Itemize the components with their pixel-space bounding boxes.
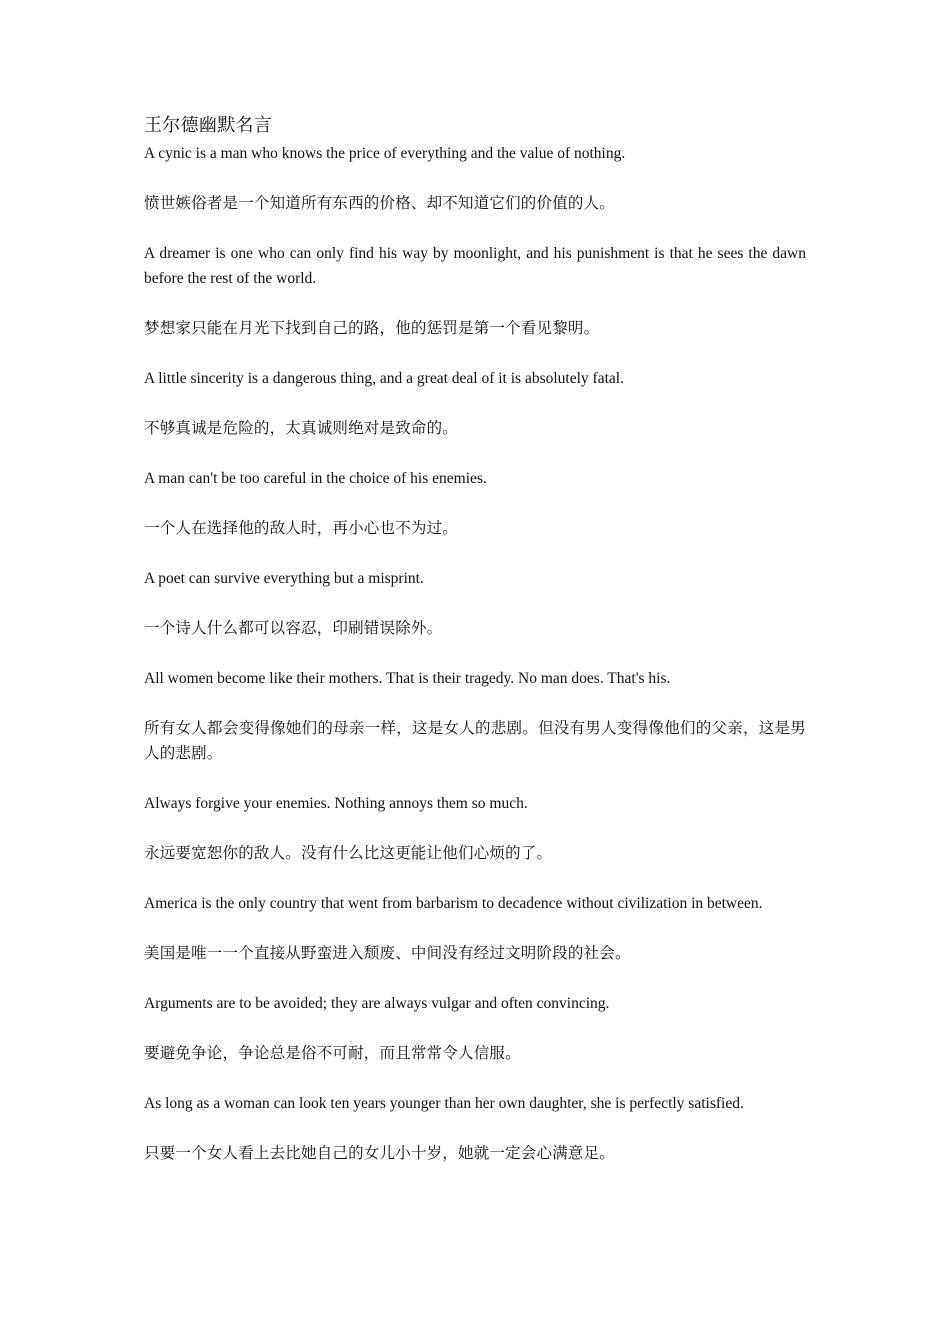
quote-zh-5: 一个诗人什么都可以容忍，印刷错误除外。	[144, 619, 443, 637]
quote-en-3: A little sincerity is a dangerous thing, and a great deal of it is absolutely fatal.	[144, 370, 624, 387]
quote-zh-4: 一个人在选择他的敌人时，再小心也不为过。	[144, 519, 459, 537]
document-title: 王尔德幽默名言	[144, 115, 273, 136]
quote-en-1: A cynic is a man who knows the price of everything and the value of nothing.	[144, 145, 626, 162]
quote-zh-10: 只要一个女人看上去比她自己的女儿小十岁，她就一定会心满意足。	[144, 1144, 616, 1162]
quote-zh-8: 美国是唯一一个直接从野蛮进入颓废、中间没有经过文明阶段的社会。	[144, 944, 631, 962]
quote-zh-7: 永远要宽恕你的敌人。没有什么比这更能让他们心烦的了。	[144, 844, 553, 862]
quote-zh-6: 所有女人都会变得像她们的母亲一样，这是女人的悲剧。但没有男人变得像他们的父亲，这是男人的悲剧。	[144, 719, 806, 762]
quote-en-4: A man can't be too careful in the choice of his enemies.	[144, 470, 487, 487]
quote-en-8: America is the only country that went from barbarism to decadence without civilization in between.	[144, 895, 763, 912]
quote-zh-3: 不够真诚是危险的，太真诚则绝对是致命的。	[144, 419, 459, 437]
quote-en-5: A poet can survive everything but a misprint.	[144, 570, 424, 587]
quote-en-2: A dreamer is one who can only find his way by moonlight, and his punishment is that he sees the dawn before the rest of the world.	[144, 245, 806, 287]
quote-zh-2: 梦想家只能在月光下找到自己的路，他的惩罚是第一个看见黎明。	[144, 319, 600, 337]
quote-en-6: All women become like their mothers. That is their tragedy. No man does. That's his.	[144, 670, 671, 687]
quote-zh-9: 要避免争论，争论总是俗不可耐，而且常常令人信服。	[144, 1044, 521, 1062]
quote-en-10: As long as a woman can look ten years younger than her own daughter, she is perfectly satisfied.	[144, 1095, 744, 1112]
quote-en-7: Always forgive your enemies. Nothing annoys them so much.	[144, 795, 528, 812]
quote-en-9: Arguments are to be avoided; they are always vulgar and often convincing.	[144, 995, 610, 1012]
quote-zh-1: 愤世嫉俗者是一个知道所有东西的价格、却不知道它们的价值的人。	[144, 194, 616, 212]
document-body	[144, 113, 806, 1191]
